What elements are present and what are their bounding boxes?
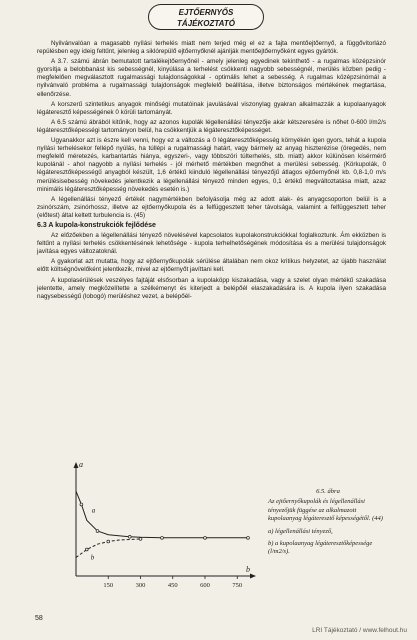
footer-credit: LRI Tájékoztató / www.felhout.hu [312,627,407,634]
y-axis-label: a [79,460,83,469]
caption-text: Az ejtőernyőkupolák és légellenállási tényezőjük függése az alkalmazott kupolaanyag légáteresztő képességétől. (44) [268,498,383,523]
x-tick-label: 450 [167,582,178,589]
y-axis-arrow [74,462,79,468]
section-title: 6.3 A kupola-konstrukciók fejlődése [37,221,156,229]
body-text [37,40,386,303]
x-tick-label: 750 [232,582,243,589]
x-axis-label: b [246,565,250,574]
paragraph: A légellenállási tényező értékét nagymértékben befolyásolja még az adott alak- és anyagcsoporton belül is a zsinórszám, zsinórhossz, illetve az ejtőernyőkupola és a felfüggesztett teher távolsága, valamint a felfüggesztett teher (előtest) által keltett turbulencia is. (45) [37,195,386,219]
header-line-2: TÁJÉKOZTATÓ [177,19,235,28]
caption-legend-a: a) légellenállási tényező, [268,527,333,535]
x-tick-label: 600 [200,582,210,589]
page-number: 58 [35,615,43,622]
data-point [80,503,83,506]
series-line-a [76,491,248,538]
header-line-1: EJTŐERNYŐS [178,8,234,17]
paragraph: A korszerű szintetikus anyagok minőségi mutatóinak javulásával viszonylag gyakran alkalmazzák a kupolaanyagok légáteresztő képességének 0 körüli tartományát. [37,100,386,116]
caption-legend-b: b) a kupolaanyag légáteresztőképessége (l/m2/s). [268,540,373,556]
paragraph: A gyakorlat azt mutatta, hogy az ejtőernyőkupolák sérülése általában nem okoz kritikus helyzetet, az újabb használat előtt költségnövelőként jelentkezik, mivel az ejtőernyőt javíttani kell. [37,258,386,274]
figure-caption [268,488,388,561]
data-point [139,538,142,541]
series-label-b: b [90,553,95,562]
data-point [204,536,207,539]
caption-title: 6.5. ábra [316,488,340,495]
series-label-a: a [91,506,96,515]
paragraph: A kupolasérülések veszélyes fajtáját elsősorban a kupolaköpp kiszakadása, vagy a szelet olyan mértékű szakadása jelentette, amely megközelítette a szélkémenyt és kiterjedt a belépőél elaszakadására is. A kupola ilyen szakadása nagysebességű (lobogó) merüléshez vezet, a belépőél- [37,276,386,300]
permeability-chart [58,458,263,603]
data-point [247,536,250,539]
paragraph: Az előzőekben a légellenállási tényező növelésével kapcsolatos kupolakonstrukciókkal foglalkoztunk. Ám ekközben is feltűnt a nyílási terhelés csökkentésének lehetősége - kupola terhelhetőségének módosítása és a merülési tulajdonságok javítása egyes változatoknál. [37,232,386,256]
x-tick-label: 300 [135,582,146,589]
data-point [85,548,88,551]
x-axis-arrow [250,574,256,579]
journal-header [148,4,264,30]
data-point [128,535,131,538]
data-point [107,540,110,543]
paragraph: A 3.7. számú ábrán bemutatott tartalékejtőernyőnél - amely jelenleg egyedinek tekinthető - a rugalmas középzsinór gyorsítja a belobbanást kis sebességnél, kinyúlása a terhelést csökkenti nagyobb sebességnél, merülés közben pedig - megfelelően megválasztott rugalmassági tulajdonságokkal - optimális lehet a sebesség. A rugalmas középzsinórnál a nyilvánvaló probléma a rugalmassági tulajdonságok megfelelő beállítása, illetve biztonságos mértékének megtartása, ellenőrzése. [37,58,386,98]
x-tick-label: 150 [103,582,114,589]
paragraph: A 6.5 számú ábrából kitűnik, hogy az azonos kupolák légellenállási tényezője akár kétszeresére is nőhet 0-600 l/m2/s légáteresztőképességi tartományon belül, ha csökkentjük a légáteresztőképességet. [37,118,386,134]
paragraph: Nyilvánvalóan a magasabb nyílási terhelés miatt nem terjed még el ez a fajta mentőejtőernyő, a függővitorlázó repülésben egy ideig feltűnt, jelenleg a siklórepülő ejtőernyőknél ajánlják mentőejtőernyőként egyes gyártók. [37,40,386,56]
data-point [96,530,99,533]
paragraph: Ugyanakkor azt is észre kell venni, hogy ez a változás a 0 légáteresztőképesség környékén igen gyors, tehát a kupola nyílási terhelésekor fellépő nyúlás, ha túllépi a rugalmassági határt, vagy bármely az anyag hiszterézise (öregedés, nem megfelelő méretezés, karbantartás hiánya, egyszeri-, vagy többszöri túlterhelés, stb. miatt) akkor külünösen kísérmérő kupolánál - ahol nagyobb a nyílási terhelés - jól mérhető mértékben megnőhet a merülési sebesség. (Körkupolák, 0 légáteresztőképességű anyagból készült, 1,6 értékű kiinduló légellenállási tényezőjű átlagos ejtőernyőnél kb. 0,8-1,0 m/s merülésisebesség növekedés jelentkezik a légellenállási tényező minden egyes, 0,1 értékű megváltoztatása miatt, azaz minimális légáteresztőképesség növekedés esetén is.) [37,137,386,193]
data-point [161,536,164,539]
